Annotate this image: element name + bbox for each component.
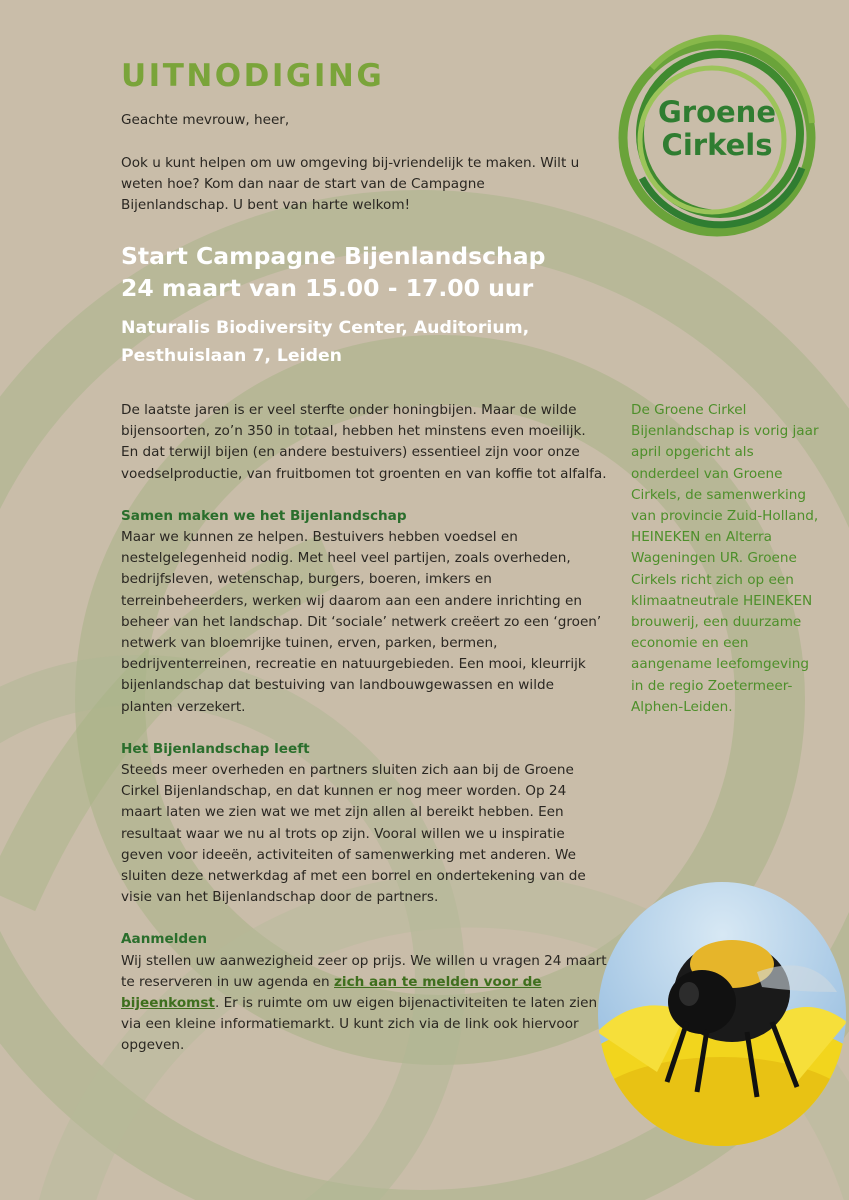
event-date-line: 24 maart van 15.00 - 17.00 uur — [121, 274, 534, 302]
aanmelden-text-after: . Er is ruimte om uw eigen bijenactiviteiten te laten zien via een kleine informatiemarkt. U kunt zich via de link ook hiervoor opgeven. — [121, 995, 598, 1054]
main-content — [121, 400, 607, 1057]
section-heading-leeft: Het Bijenlandschap leeft — [121, 740, 310, 757]
register-link[interactable]: zich aan te melden voor de bijeenkomst — [121, 973, 542, 1012]
sidebar-note: De Groene Cirkel Bijenlandschap is vorig jaar april opgericht als onderdeel van Groene Cirkels, de samenwerking van provincie Zuid-Holland, HEINEKEN en Alterra Wageningen UR. Groene Cirkels richt zich op een klimaatneutrale HEINEKEN brouwerij, een duurzame economie en een aangename leefomgeving in de regio Zoetermeer-Alphen-Leiden. — [631, 402, 819, 715]
event-title-line: Start Campagne Bijenlandschap — [121, 242, 546, 270]
event-title — [121, 240, 545, 304]
page-title: UITNODIGING — [121, 58, 385, 94]
section-heading-samen: Samen maken we het Bijenlandschap — [121, 507, 407, 524]
logo-line-2: Cirkels — [661, 128, 773, 162]
bumblebee-photo — [597, 882, 847, 1147]
greeting: Geachte mevrouw, heer, — [121, 112, 290, 128]
event-location — [121, 314, 529, 370]
intro-paragraph: Ook u kunt helpen om uw omgeving bij-vriendelijk te maken. Wilt u weten hoe? Kom dan naar de start van de Campagne Bijenlandschap. U bent van harte welkom! — [121, 155, 580, 214]
paragraph-samen: Maar we kunnen ze helpen. Bestuivers hebben voedsel en nestelgelegenheid nodig. Met heel veel partijen, zoals overheden, bedrijfsleven, wetenschap, burgers, boeren, imkers en terreinbeheerders, werken wij daarom aan een andere inrichting en beheer van het landschap. Dit ‘sociale’ netwerk creëert zo een ‘groen’ netwerk van bloemrijke tuinen, erven, parken, bermen, bedrijventerreinen, recreatie en natuurgebieden. Een mooi, kleurrijk bijenlandschap dat bestuiving van landbouwgewassen en wilde planten verzekert. — [121, 529, 602, 715]
aanmelden-text-before: Wij stellen uw aanwezigheid zeer op prijs. We willen u vragen 24 maart te reserveren in uw agenda en — [121, 952, 607, 990]
event-location-line: Naturalis Biodiversity Center, Auditorium, — [121, 318, 530, 338]
paragraph-intro: De laatste jaren is er veel sterfte onder honingbijen. Maar de wilde bijensoorten, zo’n 350 in totaal, hebben het minstens even moeilijk. En dat terwijl bijen (en andere bestuivers) essentieel zijn voor onze voedselproductie, van fruitbomen tot groenten en van koffie tot alfalfa. — [121, 402, 607, 482]
logo-line-1: Groene — [657, 95, 776, 129]
paragraph-aanmelden — [121, 951, 607, 1057]
section-heading-aanmelden: Aanmelden — [121, 931, 208, 948]
paragraph-leeft: Steeds meer overheden en partners sluiten zich aan bij de Groene Cirkel Bijenlandschap, en dat kunnen er nog meer worden. Op 24 maart laten we zien wat we met zijn allen al bereikt hebben. Een resultaat waar we nu al trots op zijn. Vooral willen we u inspiratie geven voor ideeën, activiteiten of samenwerking met anderen. We sluiten deze netwerkdag af met een borrel en ondertekening van de visie van het Bijenlandschap door de partners. — [121, 762, 586, 906]
event-address-line: Pesthuislaan 7, Leiden — [121, 346, 342, 366]
logo-wordmark — [612, 96, 822, 162]
